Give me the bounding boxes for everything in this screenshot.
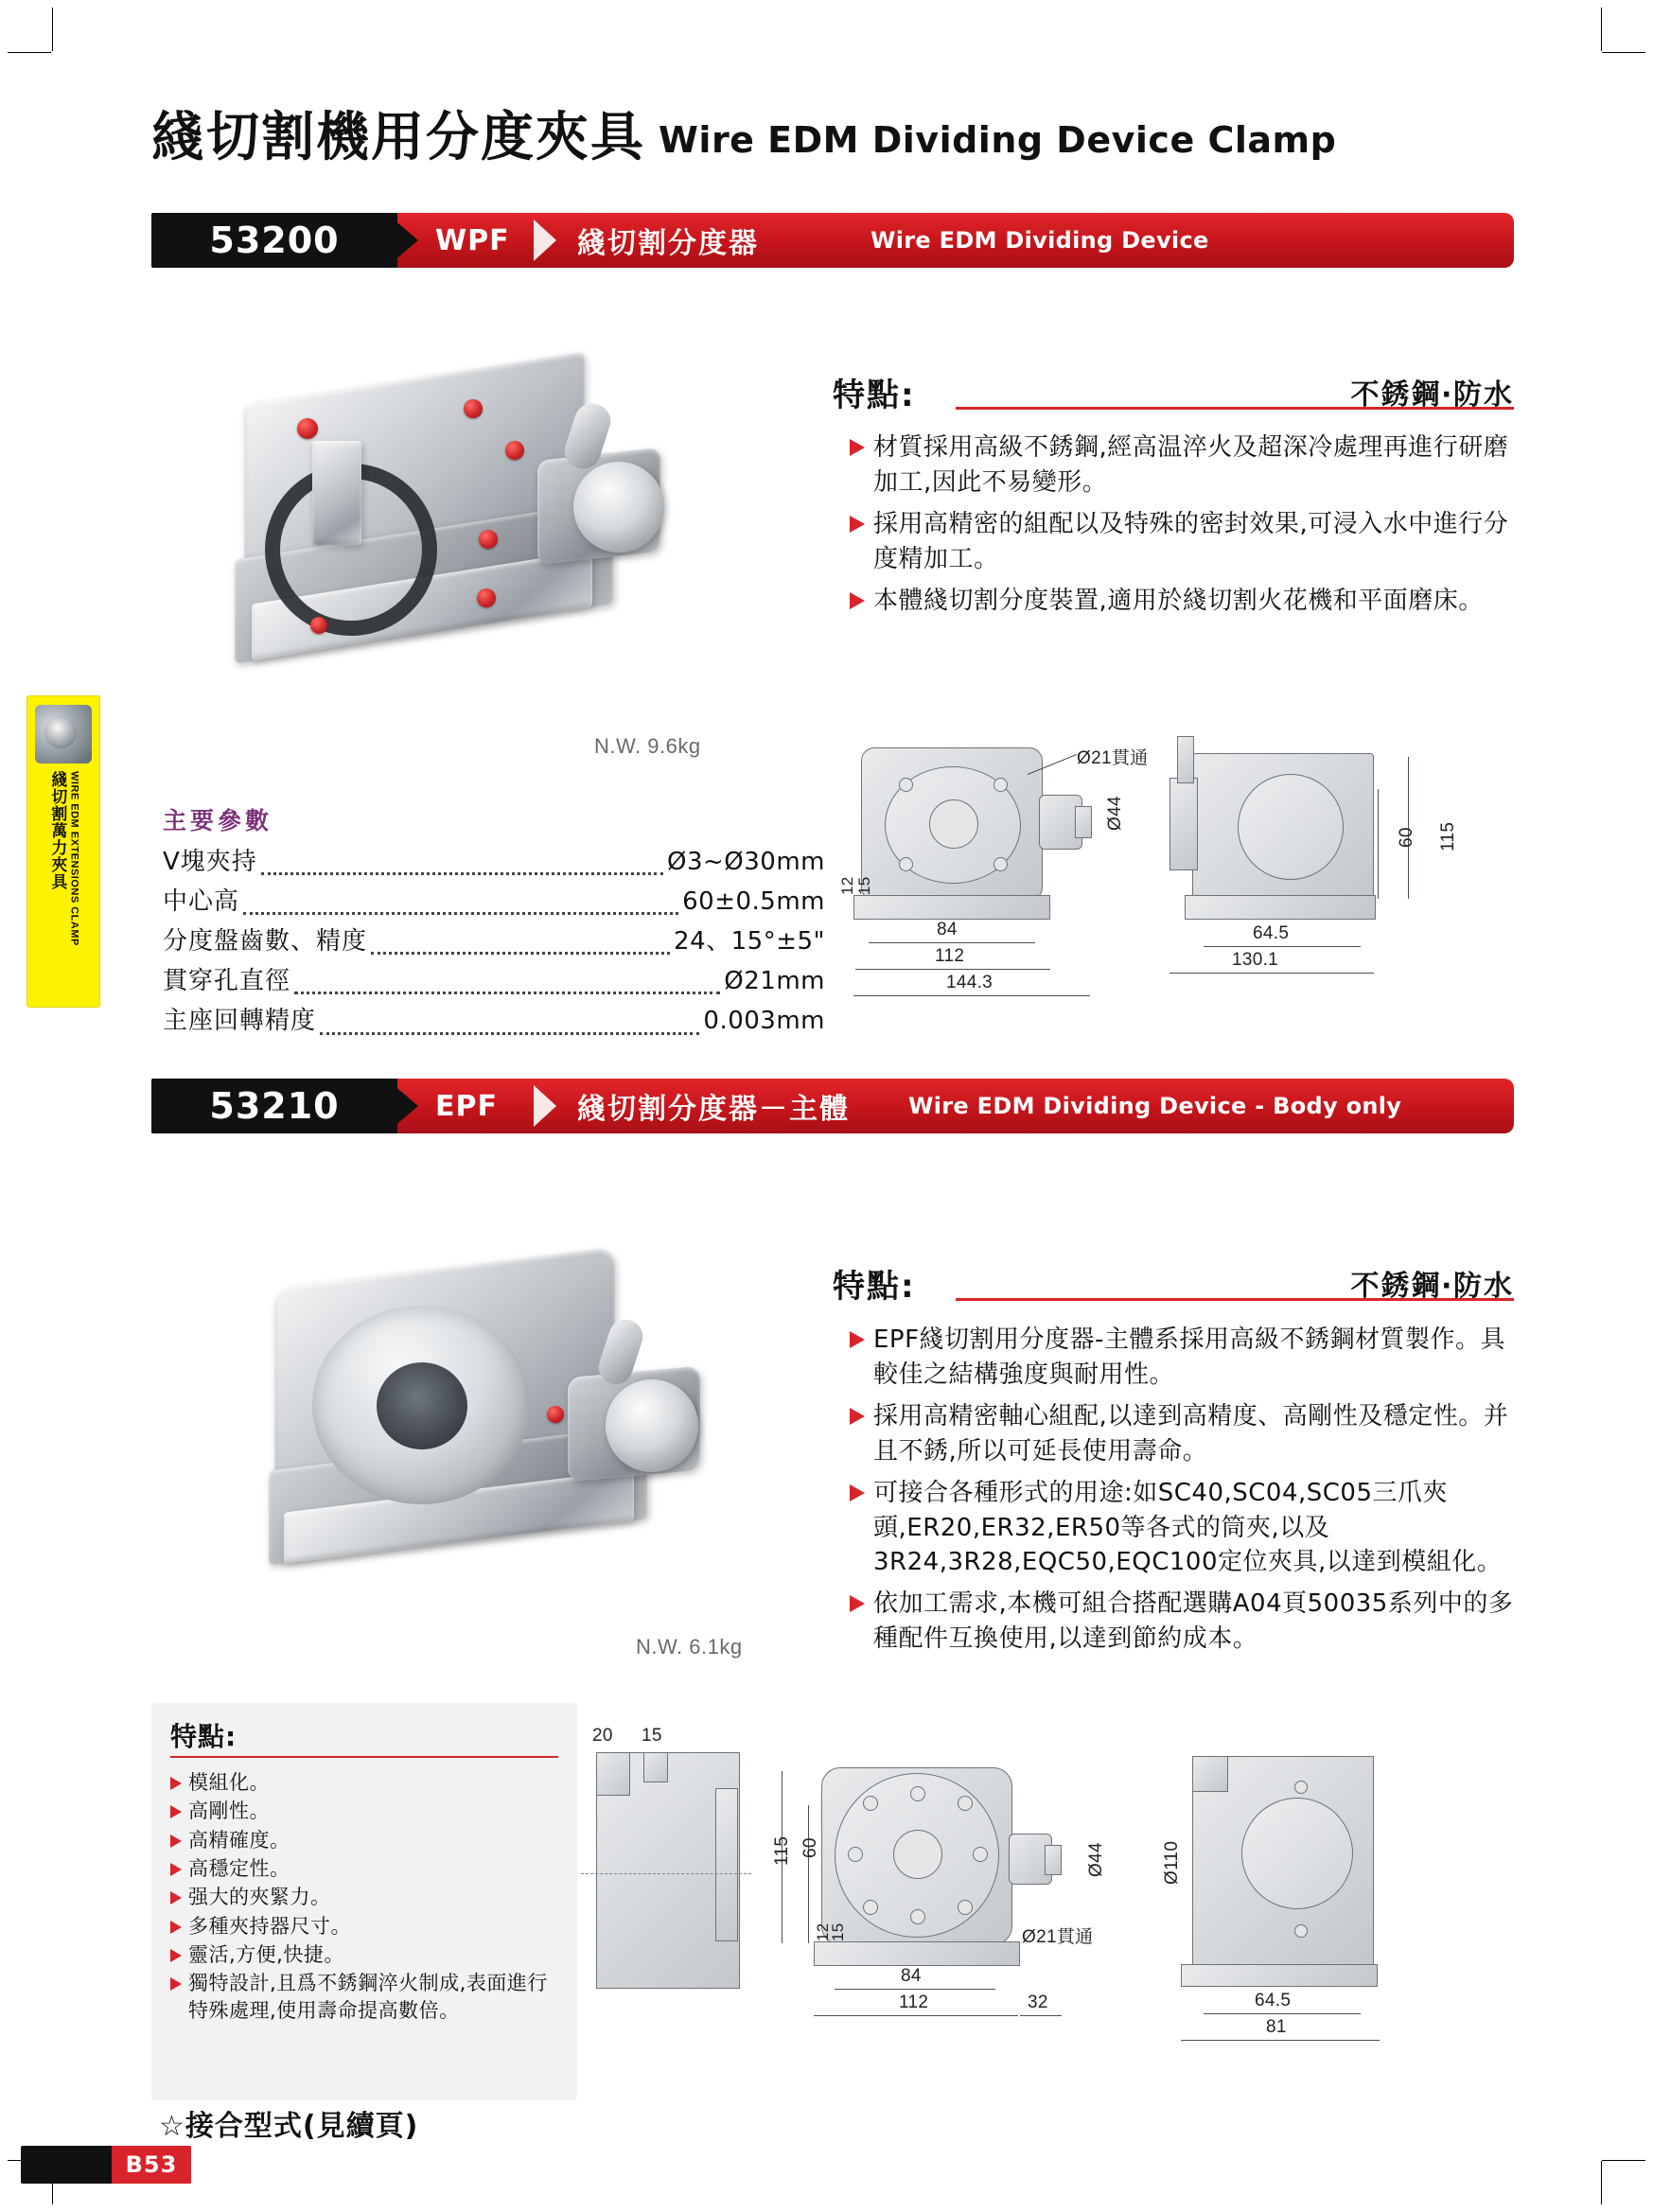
feature-box-text: 多種夾持器尺寸。 bbox=[188, 1914, 351, 1938]
dim-label: 64.5 bbox=[1253, 923, 1290, 943]
drawing-left-notch bbox=[596, 1752, 630, 1796]
side-tab-label-cn: 綫切割萬力夾具 bbox=[47, 771, 67, 890]
features-list-53210 bbox=[850, 1323, 1527, 1663]
bullet-triangle-icon bbox=[850, 1595, 865, 1612]
dim-label: 15 bbox=[855, 876, 873, 895]
photo-bolt bbox=[310, 617, 327, 634]
feature-box-item bbox=[170, 1769, 563, 1796]
spec-value: 60±0.5mm bbox=[682, 887, 825, 917]
spec-dots bbox=[320, 1031, 699, 1035]
feature-box-text: 高精確度。 bbox=[188, 1828, 290, 1852]
product-code: 53210 bbox=[151, 1079, 397, 1133]
feature-box-item bbox=[170, 1798, 563, 1824]
drawing-side-base bbox=[1185, 895, 1376, 920]
dim-line bbox=[1169, 973, 1374, 974]
feature-box-item bbox=[170, 1970, 563, 2024]
dim-label: 12 bbox=[814, 1922, 832, 1941]
product-name-en: Wire EDM Dividing Device - Body only bbox=[908, 1093, 1402, 1119]
dim-label: 130.1 bbox=[1232, 950, 1279, 970]
product-code: 53200 bbox=[151, 213, 397, 268]
dim-line bbox=[808, 1805, 809, 1943]
dim-label: 84 bbox=[937, 920, 958, 939]
drawing-left-plate bbox=[715, 1788, 738, 1941]
spec-dots bbox=[243, 911, 678, 915]
drawing-front-base bbox=[814, 1941, 1020, 1966]
product-series: EPF bbox=[435, 1089, 498, 1123]
feature-box-rule bbox=[170, 1756, 558, 1758]
feature-box-item bbox=[170, 1855, 563, 1882]
drawing-hole bbox=[863, 1900, 878, 1915]
crop-mark bbox=[8, 52, 51, 53]
feature-item bbox=[850, 1323, 1527, 1393]
photo-v-block bbox=[312, 441, 361, 545]
drawing-through-hole bbox=[893, 1830, 942, 1879]
photo-bolt bbox=[547, 1406, 564, 1423]
net-weight-53200: N.W. 9.6kg bbox=[594, 734, 701, 758]
crop-mark bbox=[1602, 2160, 1645, 2161]
continued-note: ☆接合型式(見續頁) bbox=[159, 2110, 419, 2143]
product-bar-53210 bbox=[151, 1079, 1514, 1133]
dim-label: 81 bbox=[1266, 2017, 1287, 2037]
drawing-hole bbox=[910, 1786, 925, 1801]
feature-item bbox=[850, 584, 1523, 619]
drawing-side-circle bbox=[1238, 774, 1344, 880]
side-tab-text bbox=[26, 771, 100, 1003]
center-line bbox=[581, 1873, 751, 1874]
feature-box-item bbox=[170, 1827, 563, 1853]
feature-text: 本體綫切割分度裝置,適用於綫切割火花機和平面磨床。 bbox=[873, 586, 1484, 615]
bullet-triangle-icon bbox=[850, 1484, 865, 1501]
net-weight-53210: N.W. 6.1kg bbox=[636, 1635, 743, 1659]
spec-value: 24、15°±5" bbox=[674, 927, 825, 957]
bullet-triangle-icon bbox=[170, 1863, 182, 1876]
bullet-triangle-icon bbox=[170, 1891, 182, 1905]
spec-row bbox=[163, 842, 825, 882]
feature-box-text: 靈活,方便,快捷。 bbox=[188, 1943, 344, 1967]
bullet-triangle-icon bbox=[850, 1331, 865, 1348]
spec-key: 貫穿孔直徑 bbox=[163, 967, 291, 996]
crop-mark bbox=[1601, 2161, 1602, 2204]
drawing-front-shaft bbox=[1075, 806, 1092, 838]
bullet-triangle-icon bbox=[170, 1835, 182, 1848]
dim-label: 115 bbox=[1438, 821, 1458, 851]
features-tag-53200: 不銹鋼‧防水 bbox=[1350, 378, 1514, 412]
bullet-triangle-icon bbox=[170, 1949, 182, 1962]
dim-line bbox=[1181, 2040, 1380, 2041]
technical-drawing-53200 bbox=[838, 719, 1514, 1041]
feature-box-text: 模組化。 bbox=[188, 1771, 270, 1794]
feature-text: 採用高精密軸心組配,以達到高精度、高剛性及穩定性。并且不銹,所以可延長使用壽命。 bbox=[873, 1401, 1509, 1466]
code-arrow-icon bbox=[386, 1079, 418, 1133]
feature-item bbox=[850, 430, 1523, 500]
dim-label: 115 bbox=[772, 1835, 792, 1866]
crop-mark bbox=[1602, 52, 1645, 53]
spec-key: 分度盤齒數、精度 bbox=[163, 927, 368, 957]
product-photo-53200 bbox=[206, 350, 698, 747]
page-footer bbox=[21, 2146, 191, 2184]
feature-box-53210 bbox=[151, 1703, 577, 2100]
dim-line bbox=[1204, 2013, 1361, 2014]
dim-label: 32 bbox=[1028, 1993, 1048, 2012]
product-photo-53210 bbox=[246, 1230, 776, 1646]
features-title-53200: 特點: bbox=[833, 377, 916, 414]
features-tag-53210: 不銹鋼‧防水 bbox=[1350, 1270, 1514, 1303]
dim-line bbox=[869, 942, 1035, 943]
bullet-triangle-icon bbox=[170, 1977, 182, 1991]
drawing-hole bbox=[958, 1796, 973, 1811]
feature-box-text: 强大的夾緊力。 bbox=[188, 1886, 331, 1909]
drawing-hole bbox=[910, 1909, 925, 1924]
photo-bolt bbox=[297, 418, 318, 439]
dim-label: Ø110 bbox=[1162, 1840, 1182, 1885]
product-name-en: Wire EDM Dividing Device bbox=[870, 227, 1209, 254]
spec-dots bbox=[261, 871, 663, 875]
drawing-hole bbox=[1294, 1924, 1308, 1938]
dim-label: 12 bbox=[838, 876, 856, 895]
photo-bolt bbox=[464, 399, 483, 418]
bullet-triangle-icon bbox=[170, 1805, 182, 1818]
technical-drawing-53210 bbox=[587, 1714, 1514, 2093]
feature-text: 依加工需求,本機可組合搭配選購A04頁50035系列中的多種配件互換使用,以達到節約成本。 bbox=[873, 1589, 1514, 1654]
drawing-hole bbox=[848, 1847, 863, 1862]
dim-label: Ø21貫通 bbox=[1077, 748, 1149, 768]
feature-box-title: 特點: bbox=[170, 1721, 237, 1752]
dim-line bbox=[853, 995, 1090, 996]
page-title-en: Wire EDM Dividing Device Clamp bbox=[659, 119, 1337, 162]
series-arrow-icon bbox=[534, 1085, 556, 1127]
spec-dots bbox=[294, 991, 720, 994]
side-tab-thumbnail-icon bbox=[35, 705, 92, 764]
dim-label: Ø44 bbox=[1105, 796, 1125, 831]
dim-label: 112 bbox=[935, 946, 965, 966]
spec-key: 主座回轉精度 bbox=[163, 1007, 317, 1036]
dim-label: 15 bbox=[642, 1726, 662, 1746]
drawing-hole bbox=[899, 857, 913, 871]
dim-label: 60 bbox=[800, 1837, 820, 1858]
photo-rotary-knob bbox=[606, 1379, 698, 1472]
drawing-left-notch2 bbox=[643, 1752, 668, 1782]
dim-line bbox=[1204, 946, 1361, 947]
feature-box-item bbox=[170, 1884, 563, 1910]
feature-box-text: 高穩定性。 bbox=[188, 1857, 290, 1881]
dim-line bbox=[855, 969, 1050, 970]
spec-row bbox=[163, 961, 825, 1001]
dim-line bbox=[1378, 789, 1379, 899]
drawing-right-circle bbox=[1241, 1798, 1353, 1909]
drawing-through-hole bbox=[929, 799, 978, 849]
drawing-hole bbox=[994, 778, 1008, 792]
photo-center-bore bbox=[377, 1362, 467, 1449]
drawing-side-post bbox=[1177, 736, 1194, 783]
page-title-cn: 綫切割機用分度夾具 bbox=[151, 107, 645, 168]
series-arrow-icon bbox=[534, 219, 556, 261]
dim-label: 20 bbox=[592, 1726, 613, 1746]
side-tab[interactable] bbox=[26, 695, 100, 1008]
feature-item bbox=[850, 1399, 1527, 1469]
spec-value: 0.003mm bbox=[703, 1007, 825, 1036]
dim-label: Ø21貫通 bbox=[1022, 1927, 1094, 1947]
spec-key: V塊夾持 bbox=[163, 848, 257, 876]
spec-value: Ø3~Ø30mm bbox=[667, 848, 825, 876]
photo-rotary-knob bbox=[573, 462, 664, 553]
dim-label: 64.5 bbox=[1255, 1991, 1292, 2010]
spec-row bbox=[163, 882, 825, 922]
drawing-right-notch bbox=[1192, 1756, 1228, 1792]
feature-box-item bbox=[170, 1913, 563, 1940]
drawing-hole bbox=[899, 778, 913, 792]
dim-label: 112 bbox=[899, 1993, 929, 2012]
drawing-hole bbox=[973, 1847, 988, 1862]
photo-bolt bbox=[505, 441, 524, 460]
spec-list-53200 bbox=[163, 842, 825, 1042]
spec-title-53200: 主要參數 bbox=[163, 807, 273, 834]
page-number: B53 bbox=[112, 2146, 191, 2184]
feature-item bbox=[850, 507, 1523, 577]
dim-label: 15 bbox=[829, 1922, 847, 1941]
feature-box-item bbox=[170, 1941, 563, 1968]
bullet-triangle-icon bbox=[850, 1408, 865, 1425]
drawing-hole bbox=[863, 1796, 878, 1811]
dim-label: 84 bbox=[901, 1966, 922, 1986]
drawing-front-shaft bbox=[1045, 1845, 1062, 1875]
dim-line bbox=[835, 1989, 995, 1990]
feature-item bbox=[850, 1476, 1527, 1581]
product-name-cn: 綫切割分度器－主體 bbox=[577, 1093, 850, 1126]
crop-mark bbox=[1601, 8, 1602, 51]
feature-text: EPF綫切割用分度器-主體系採用高級不銹鋼材質製作。具較佳之結構強度與耐用性。 bbox=[873, 1325, 1505, 1389]
side-tab-label-en: WIRE EDM EXTENSIONS CLAMP bbox=[68, 771, 80, 946]
drawing-right-base bbox=[1181, 1964, 1378, 1987]
feature-text: 可接合各種形式的用途:如SC40,SC04,SC05三爪夾頭,ER20,ER32,ER50等各式的筒夾,以及3R24,3R28,EQC50,EQC100定位夾具,以達到模組化。 bbox=[873, 1478, 1503, 1577]
feature-box-list bbox=[170, 1769, 563, 2026]
features-list-53200 bbox=[850, 430, 1523, 625]
drawing-hole bbox=[1294, 1781, 1308, 1794]
spec-dots bbox=[371, 951, 670, 955]
product-bar-53200 bbox=[151, 213, 1514, 268]
dim-line bbox=[814, 2015, 1018, 2016]
crop-mark bbox=[52, 8, 53, 51]
spec-row bbox=[163, 922, 825, 961]
bullet-triangle-icon bbox=[170, 1777, 182, 1790]
feature-text: 採用高精密的組配以及特殊的密封效果,可浸入水中進行分度精加工。 bbox=[873, 509, 1509, 573]
drawing-hole bbox=[958, 1900, 973, 1915]
drawing-hole bbox=[994, 857, 1008, 871]
spec-key: 中心高 bbox=[163, 887, 240, 917]
features-title-53210: 特點: bbox=[833, 1268, 916, 1306]
dim-line bbox=[1020, 2015, 1062, 2016]
code-arrow-icon bbox=[386, 213, 418, 268]
bullet-triangle-icon bbox=[170, 1921, 182, 1934]
dim-label: 144.3 bbox=[946, 973, 994, 992]
spec-value: Ø21mm bbox=[724, 967, 825, 996]
product-series: WPF bbox=[435, 223, 510, 257]
product-name-cn: 綫切割分度器 bbox=[577, 227, 759, 260]
bullet-triangle-icon bbox=[850, 592, 865, 609]
bullet-triangle-icon bbox=[850, 439, 865, 456]
feature-text: 材質採用高級不銹鋼,經高温淬火及超深冷處理再進行研磨加工,因此不易變形。 bbox=[873, 433, 1509, 497]
drawing-side-plate bbox=[1169, 778, 1198, 870]
feature-box-text: 高剛性。 bbox=[188, 1799, 270, 1823]
page-title bbox=[151, 98, 1523, 168]
drawing-front-base bbox=[853, 895, 1050, 920]
photo-bolt bbox=[479, 530, 498, 549]
dim-label: 60 bbox=[1397, 827, 1416, 848]
spec-row bbox=[163, 1001, 825, 1041]
photo-bolt bbox=[477, 588, 496, 607]
feature-box-text: 獨特設計,且爲不銹鋼淬火制成,表面進行特殊處理,使用壽命提高數倍。 bbox=[188, 1972, 548, 2022]
feature-item bbox=[850, 1587, 1527, 1657]
bullet-triangle-icon bbox=[850, 516, 865, 533]
dim-label: Ø44 bbox=[1086, 1842, 1106, 1877]
